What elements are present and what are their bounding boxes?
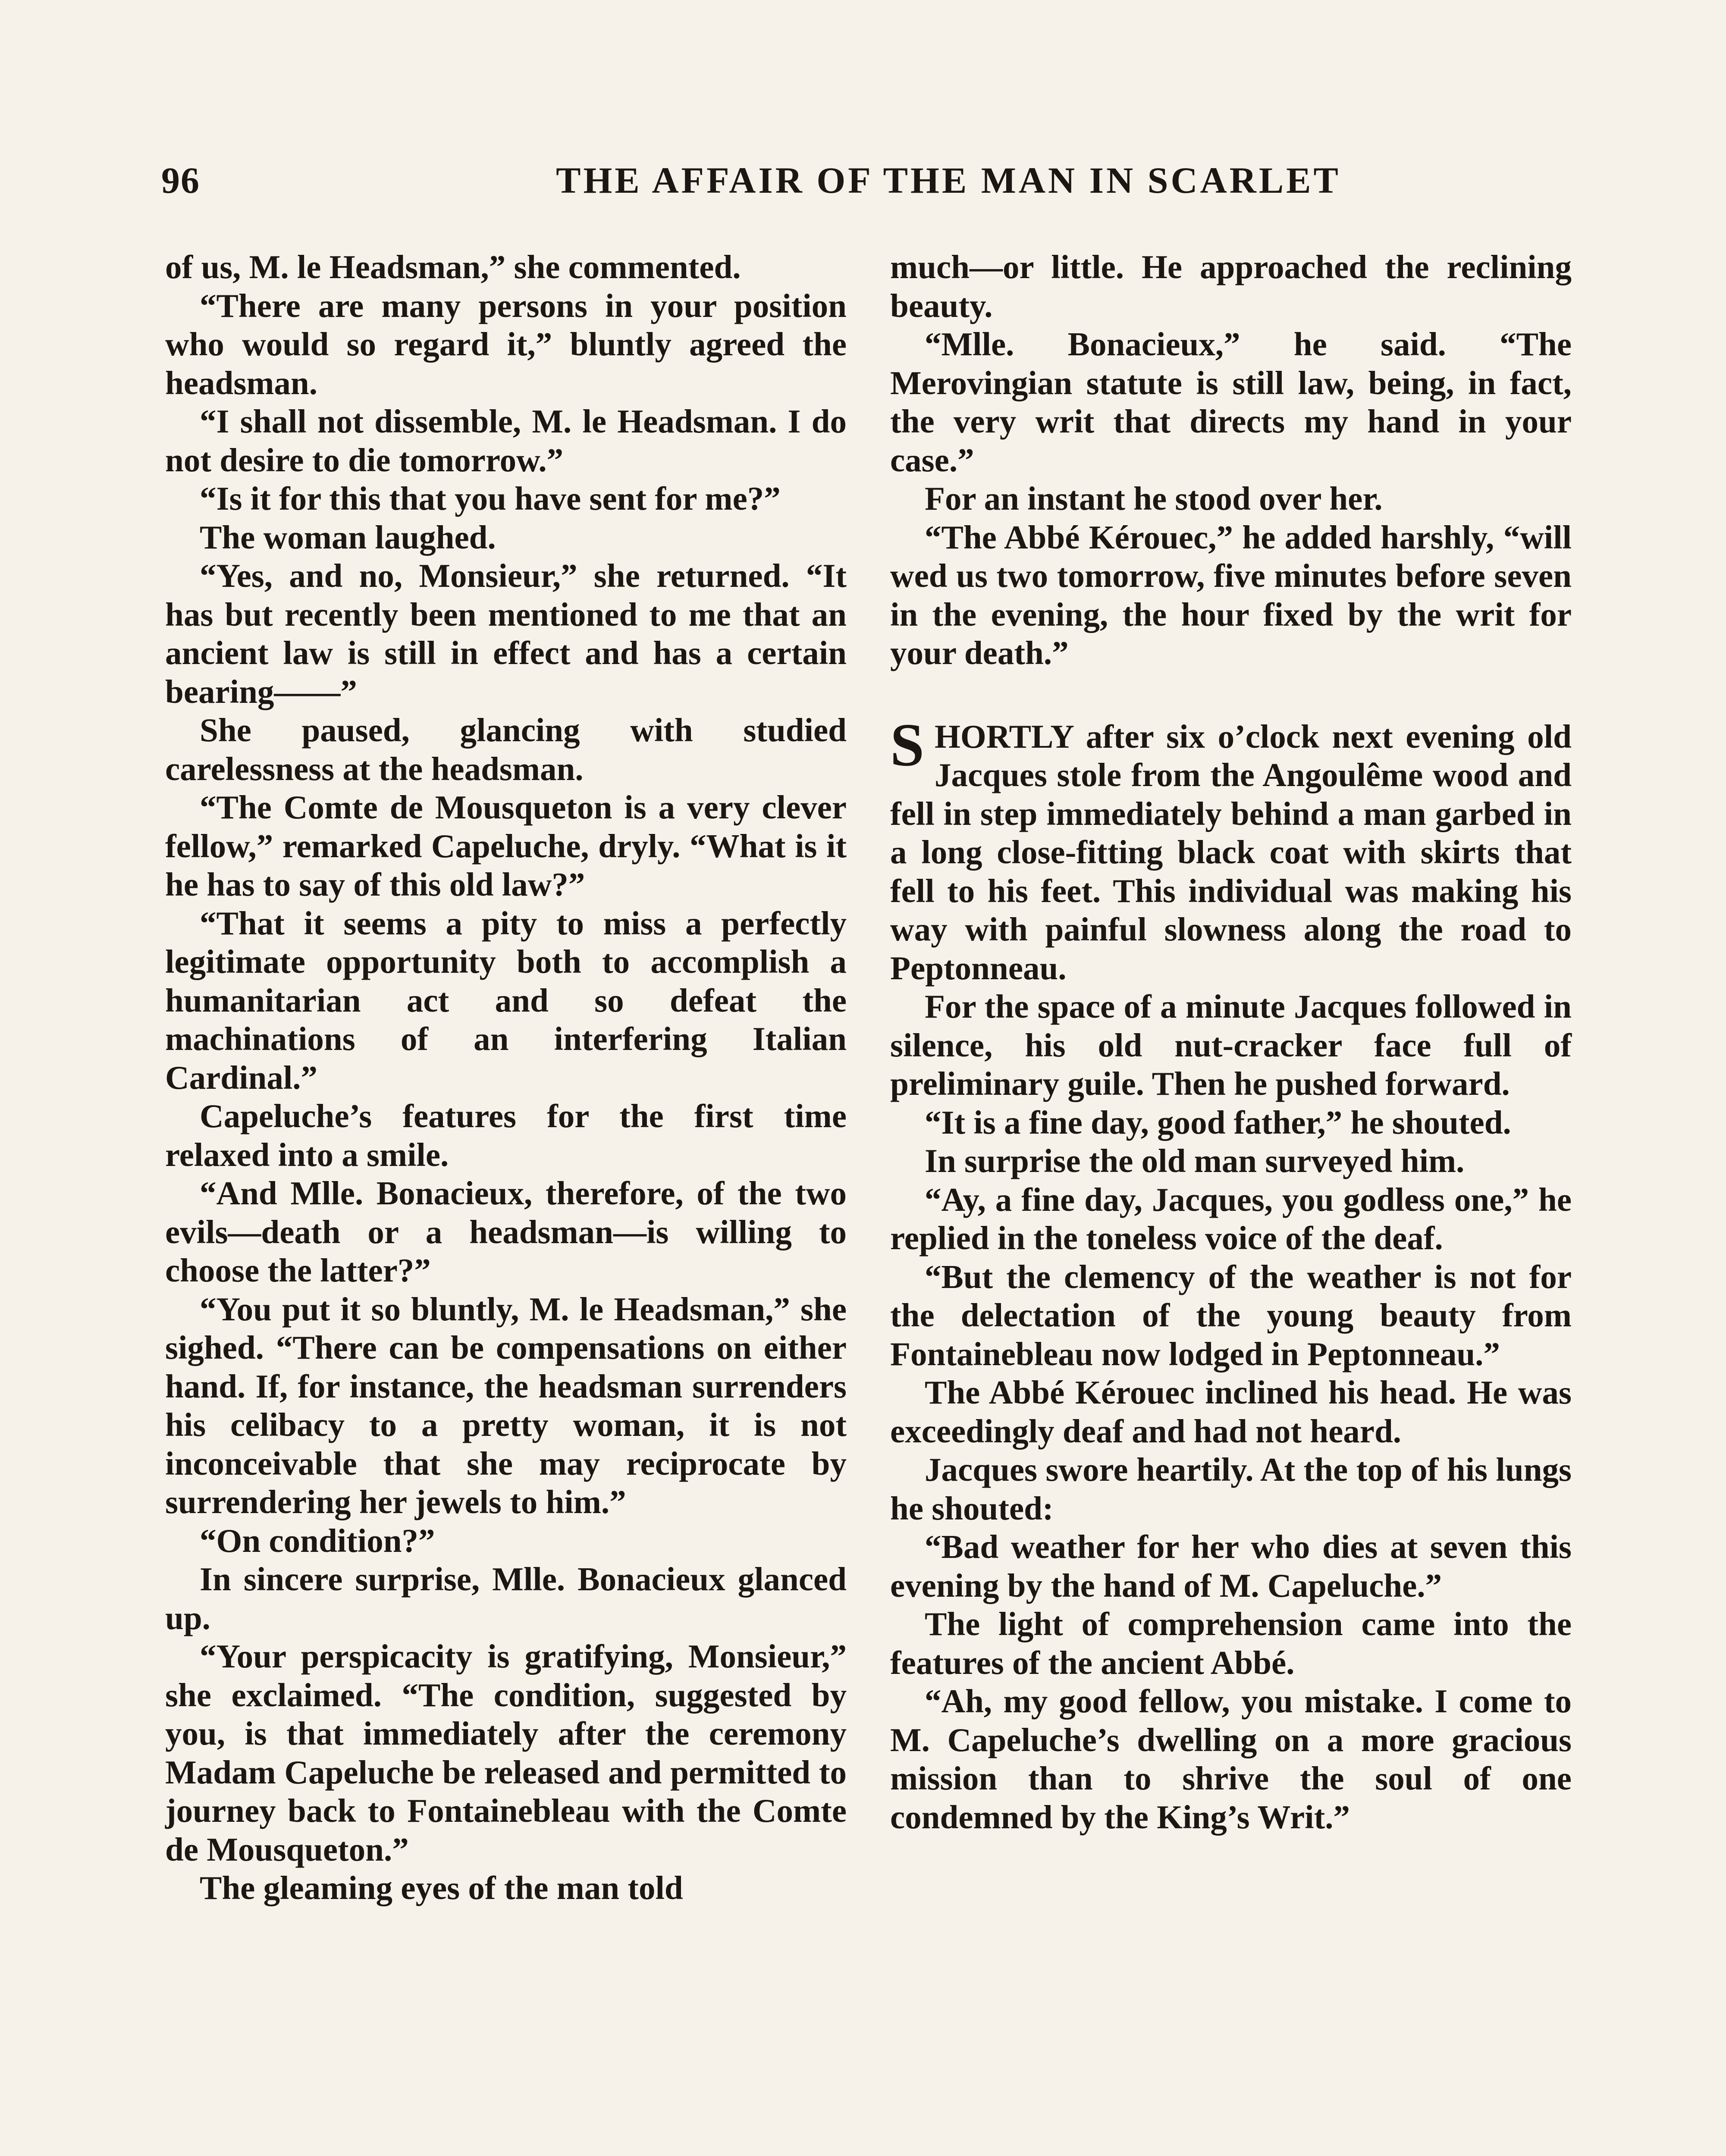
paragraph: “It is a fine day, good father,” he shouted. [925,1103,1511,1141]
paragraph: The light of comprehension came into the features of the ancient Abbé. [890,1605,1572,1681]
paragraph: “Ah, my good fellow, you mistake. I come to M. Capeluche’s dwelling on a more gracious mission than to shrive the soul of one condemned by the King’s Writ.” [890,1683,1572,1836]
paragraph: “Bad weather for her who dies at seven this evening by the hand of M. Capeluche.” [890,1528,1572,1604]
paragraph: In surprise the old man surveyed him. [925,1142,1465,1179]
left-column [165,248,847,1908]
paragraph: “That it seems a pity to miss a perfectly legitimate opportunity both to accomplish a humanitarian act and so defeat the machinations of an interfering Italian Cardinal.” [165,904,847,1096]
paragraph: “Is it for this that you have sent for me?” [200,480,781,517]
page-header [161,159,1576,210]
paragraph: For the space of a minute Jacques followed in silence, his old nut-cracker face full of preliminary guile. Then he pushed forward. [890,988,1572,1102]
paragraph: The woman laughed. [200,518,496,556]
paragraph: “But the clemency of the weather is not for the delectation of the young beauty from Fontainebleau now lodged in Peptonneau.” [890,1258,1572,1373]
section-opening-text: HORTLY after six o’clock next evening old Jacques stole from the Angoulême wood and fell in step immediately behind a man garbed in a long close-fitting black coat with skirts that fell to his feet. This individual was making his way with painful slowness along the road to Peptonneau. [890,718,1572,987]
paragraph: “Mlle. Bonacieux,” he said. “The Merovingian statute is still law, being, in fact, the very writ that directs my hand in your case.” [890,326,1572,479]
paragraph: She paused, glancing with studied carelessness at the headsman. [165,711,847,787]
paragraph: Jacques swore heartily. At the top of his lungs he shouted: [890,1451,1572,1527]
paragraph: “The Abbé Kérouec,” he added harshly, “will wed us two tomorrow, five minutes before seven in the evening, the hour fixed by the writ for your death.” [890,518,1572,671]
paragraph: much—or little. He approached the reclining beauty. [890,248,1572,324]
paragraph: “Yes, and no, Monsieur,” she returned. “It has but recently been mentioned to me that an ancient law is still in effect and has a certain bearing——” [165,557,847,710]
paragraph: The Abbé Kérouec inclined his head. He was exceedingly deaf and had not heard. [890,1374,1572,1450]
section-opening-paragraph [890,710,1572,988]
paragraph: “Ay, a fine day, Jacques, you godless one,” he replied in the toneless voice of the deaf. [890,1181,1572,1257]
drop-cap: S [890,710,924,779]
paragraph: The gleaming eyes of the man told [200,1869,683,1906]
paragraph: In sincere surprise, Mlle. Bonacieux glanced up. [165,1561,847,1636]
paragraph: “There are many persons in your position who would so regard it,” bluntly agreed the headsman. [165,287,847,401]
paragraph: “You put it so bluntly, M. le Headsman,” she sighed. “There can be compensations on either hand. If, for instance, the headsman surrenders his celibacy to a pretty woman, it is not inconceivable that she may reciprocate by surrendering her jewels to him.” [165,1290,847,1520]
paragraph: “And Mlle. Bonacieux, therefore, of the two evils—death or a headsman—is willing to choose the latter?” [165,1175,847,1289]
paragraph: of us, M. le Headsman,” she commented. [165,248,741,285]
paragraph: “Your perspicacity is gratifying, Monsieur,” she exclaimed. “The condition, suggested by you, is that immediately after the ceremony Madam Capeluche be released and permitted to journey back to Fontainebleau with the Comte de Mousqueton.” [165,1638,847,1868]
paragraph: “The Comte de Mousqueton is a very clever fellow,” remarked Capeluche, dryly. “What is it he has to say of this old law?” [165,789,847,903]
page-number: 96 [161,160,200,201]
running-title: THE AFFAIR OF THE MAN IN SCARLET [556,160,1341,201]
paragraph: “On condition?” [200,1522,435,1559]
right-column [890,248,1572,1836]
paragraph: Capeluche’s features for the first time relaxed into a smile. [165,1097,847,1173]
paragraph: For an instant he stood over her. [925,480,1383,517]
paragraph: “I shall not dissemble, M. le Headsman. I do not desire to die tomorrow.” [165,403,847,479]
